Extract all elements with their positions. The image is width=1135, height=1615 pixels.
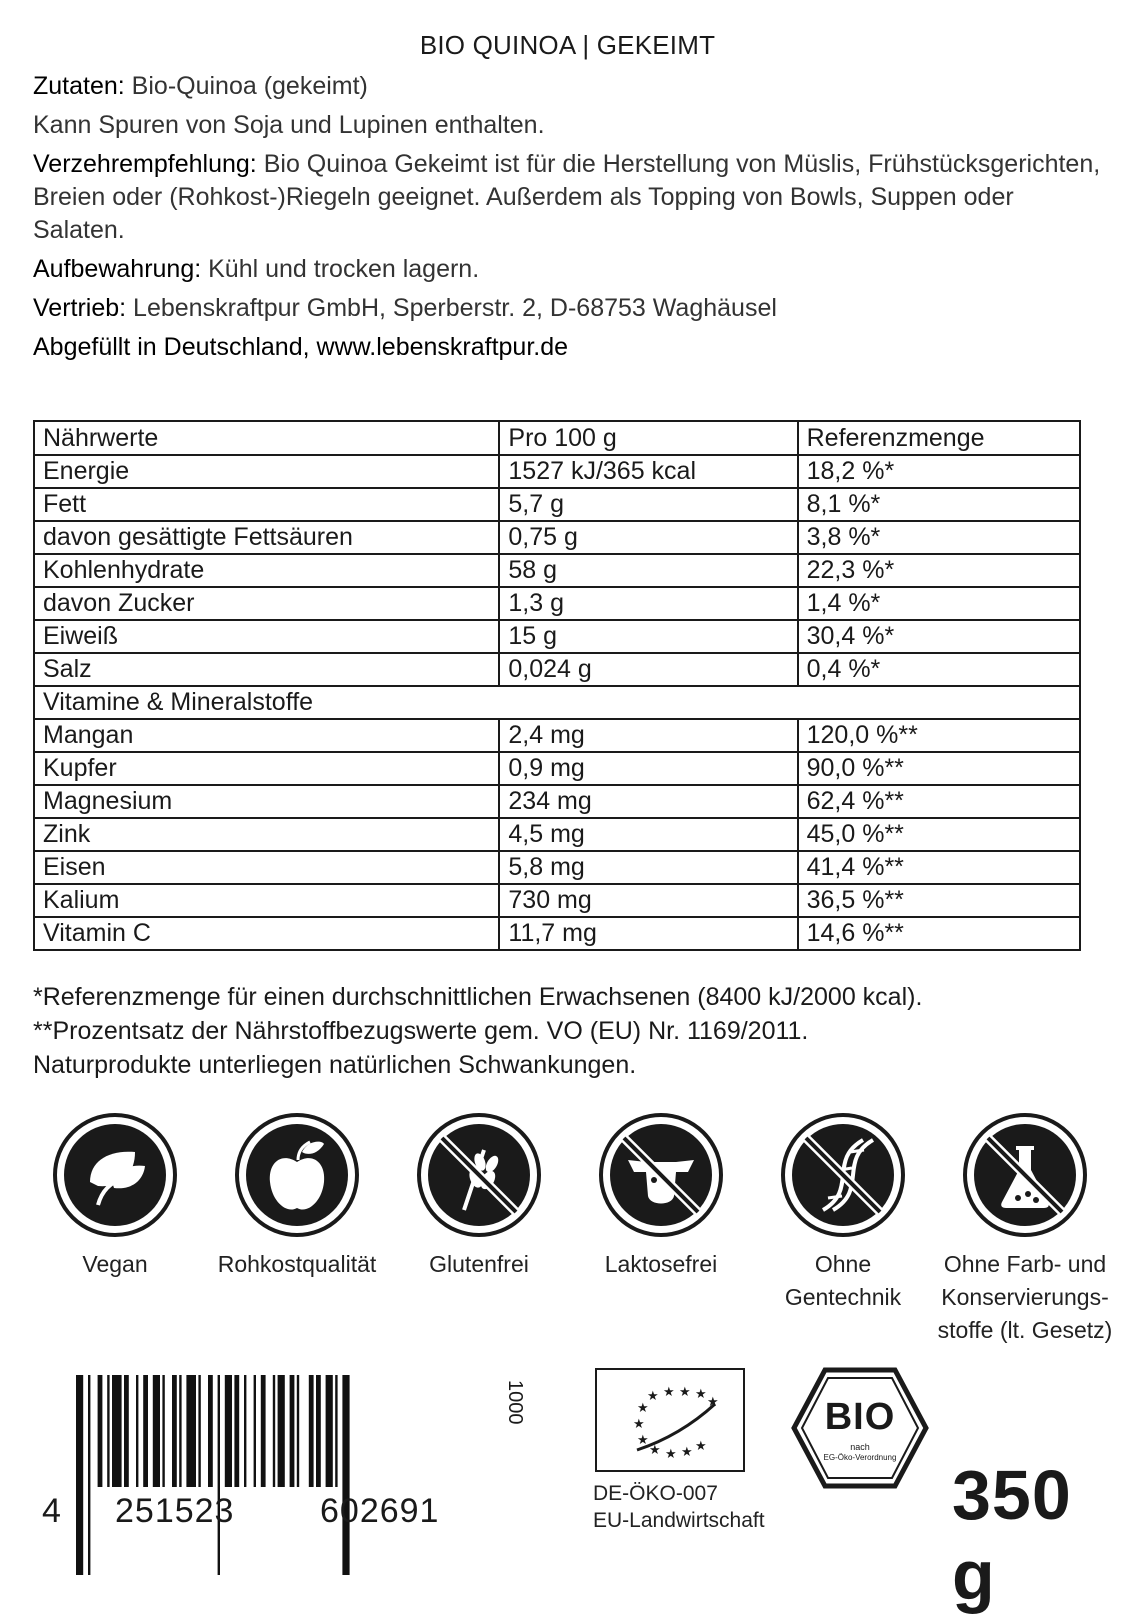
table-row <box>34 620 1080 653</box>
attribute-label <box>25 1248 205 1281</box>
reference-value: 3,8 %* <box>798 521 1080 554</box>
barcode-bar <box>143 1375 148 1487</box>
barcode-right-digits: 602691 <box>320 1492 440 1530</box>
no-chemical-icon <box>960 1110 1090 1240</box>
nutrient-name: Kohlenhydrate <box>34 554 499 587</box>
per-100g-value: 0,9 mg <box>499 752 797 785</box>
storage-label: Aufbewahrung: <box>33 255 202 283</box>
header-per-100g: Pro 100 g <box>499 421 797 455</box>
bio-seal-small2: EG-Öko-Verordnung <box>823 1453 897 1462</box>
nutrient-name: Kupfer <box>34 752 499 785</box>
distributor-label: Vertrieb: <box>33 294 127 322</box>
bottled-text: Abgefüllt in Deutschland, www.lebenskraftpur.de <box>33 333 569 361</box>
nutrient-name: Zink <box>34 818 499 851</box>
reference-value: 1,4 %* <box>798 587 1080 620</box>
attribute-icons <box>20 1110 1120 1360</box>
reference-value: 45,0 %** <box>798 818 1080 851</box>
no-cow-icon <box>596 1110 726 1240</box>
svg-text:★: ★ <box>633 1417 645 1432</box>
barcode-bar <box>198 1375 200 1487</box>
allergen-text: Kann Spuren von Soja und Lupinen enthalten. <box>33 111 545 139</box>
per-100g-value: 0,024 g <box>499 653 797 686</box>
nutrient-name: Salz <box>34 653 499 686</box>
barcode-bar <box>162 1375 164 1487</box>
bio-seal-small1: nach <box>850 1442 870 1452</box>
nutrient-name: Vitamin C <box>34 917 499 950</box>
section-title: Vitamine & Mineralstoffe <box>34 686 1080 719</box>
barcode-bar <box>244 1375 246 1487</box>
svg-text:★: ★ <box>681 1445 693 1460</box>
bio-seal <box>790 1366 930 1490</box>
barcode-bar <box>254 1375 256 1487</box>
reference-value: 8,1 %* <box>798 488 1080 521</box>
attribute-raw <box>207 1110 387 1281</box>
svg-text:★: ★ <box>665 1447 677 1462</box>
per-100g-value: 58 g <box>499 554 797 587</box>
storage-line <box>33 253 1108 286</box>
svg-text:★: ★ <box>663 1385 675 1400</box>
attribute-label-line: Rohkostqualität <box>217 1251 377 1277</box>
barcode-bar <box>172 1375 177 1487</box>
barcode-bar <box>124 1375 129 1487</box>
svg-text:★: ★ <box>695 1439 707 1454</box>
usage-text: Bio Quinoa Gekeimt ist für die Herstellung von Müslis, Frühstücksgerichten, Breien oder (Rohkost-)Riegeln geeignet. Außerdem als Topping von Bowls, Suppen oder Salaten. <box>33 150 1101 244</box>
attribute-label-line: Glutenfrei <box>429 1251 529 1277</box>
barcode-first-digit: 4 <box>42 1492 62 1530</box>
reference-value: 22,3 %* <box>798 554 1080 587</box>
side-code <box>498 1380 538 1430</box>
leaf-icon <box>50 1110 180 1240</box>
per-100g-value: 1,3 g <box>499 587 797 620</box>
attribute-gmo-free <box>753 1110 933 1314</box>
table-row <box>34 719 1080 752</box>
attribute-label <box>571 1248 751 1281</box>
per-100g-value: 2,4 mg <box>499 719 797 752</box>
barcode-bar <box>278 1375 285 1487</box>
barcode-bar <box>218 1375 220 1575</box>
barcode <box>40 1375 480 1575</box>
header-reference: Referenzmenge <box>798 421 1080 455</box>
reference-value: 18,2 %* <box>798 455 1080 488</box>
barcode-bar <box>234 1375 239 1487</box>
nutrient-name: Eiweiß <box>34 620 499 653</box>
per-100g-value: 5,8 mg <box>499 851 797 884</box>
distributor-text: Lebenskraftpur GmbH, Sperberstr. 2, D-68753 Waghäusel <box>126 294 777 322</box>
reference-value: 62,4 %** <box>798 785 1080 818</box>
svg-text:★: ★ <box>637 1433 649 1448</box>
barcode-bar <box>297 1375 299 1487</box>
attribute-label-line: Vegan <box>82 1251 148 1277</box>
reference-value: 30,4 %* <box>798 620 1080 653</box>
barcode-bar <box>326 1375 333 1487</box>
svg-text:★: ★ <box>637 1401 649 1416</box>
svg-text:★: ★ <box>679 1385 691 1400</box>
barcode-bar <box>107 1375 109 1487</box>
table-row <box>34 884 1080 917</box>
per-100g-value: 11,7 mg <box>499 917 797 950</box>
per-100g-value: 234 mg <box>499 785 797 818</box>
origin-text: EU-Landwirtschaft <box>593 1509 765 1532</box>
distributor-line <box>33 292 1108 325</box>
no-grain-icon <box>414 1110 544 1240</box>
per-100g-value: 15 g <box>499 620 797 653</box>
attribute-label-line: Ohne Farb- und <box>943 1251 1107 1277</box>
attribute-label <box>389 1248 569 1281</box>
reference-value: 0,4 %* <box>798 653 1080 686</box>
nutrient-name: Kalium <box>34 884 499 917</box>
barcode-bar <box>309 1375 314 1487</box>
header-nutrient: Nährwerte <box>34 421 499 455</box>
side-code-text: 1000 <box>504 1380 526 1425</box>
nutrient-name: davon Zucker <box>34 587 499 620</box>
table-row <box>34 785 1080 818</box>
reference-value: 120,0 %** <box>798 719 1080 752</box>
ingredients-label: Zutaten: <box>33 72 125 100</box>
attribute-label-line: stoffe (lt. Gesetz) <box>937 1317 1113 1343</box>
barcode-bar <box>153 1375 160 1487</box>
reference-value: 90,0 %** <box>798 752 1080 785</box>
nutrient-name: davon gesättigte Fettsäuren <box>34 521 499 554</box>
nutrient-name: Magnesium <box>34 785 499 818</box>
bottled-line <box>33 331 1108 364</box>
table-row <box>34 917 1080 950</box>
table-row <box>34 752 1080 785</box>
barcode-bar <box>335 1375 337 1487</box>
nutrient-name: Energie <box>34 455 499 488</box>
barcode-bar <box>316 1375 321 1487</box>
nutrient-name: Eisen <box>34 851 499 884</box>
eu-leaf-stars-icon <box>597 1370 743 1470</box>
attribute-label <box>207 1248 387 1281</box>
footnote-reference: *Referenzmenge für einen durchschnittlichen Erwachsenen (8400 kJ/2000 kcal). <box>33 983 923 1011</box>
barcode-bar <box>76 1375 83 1575</box>
barcode-left-digits: 251523 <box>115 1492 235 1530</box>
footnotes <box>33 980 1108 1082</box>
per-100g-value: 5,7 g <box>499 488 797 521</box>
footnote-nrv: **Prozentsatz der Nährstoffbezugswerte gem. VO (EU) Nr. 1169/2011. <box>33 1017 809 1045</box>
table-header-row <box>34 421 1080 455</box>
table-section-row <box>34 686 1080 719</box>
attribute-label-line: Laktosefrei <box>604 1251 718 1277</box>
barcode-bar <box>179 1375 181 1487</box>
product-info <box>33 70 1108 370</box>
footnote-natural: Naturprodukte unterliegen natürlichen Schwankungen. <box>33 1051 637 1079</box>
nutrition-table <box>33 420 1081 951</box>
barcode-bar <box>261 1375 266 1487</box>
eu-control-code <box>593 1480 765 1534</box>
usage-label: Verzehrempfehlung: <box>33 150 257 178</box>
attribute-label <box>935 1248 1115 1347</box>
storage-text: Kühl und trocken lagern. <box>201 255 480 283</box>
apple-icon <box>232 1110 362 1240</box>
table-row <box>34 587 1080 620</box>
product-title: BIO QUINOA | GEKEIMT <box>419 30 716 60</box>
barcode-bar <box>273 1375 275 1487</box>
table-row <box>34 653 1080 686</box>
svg-text:★: ★ <box>695 1387 707 1402</box>
per-100g-value: 730 mg <box>499 884 797 917</box>
nutrient-name: Mangan <box>34 719 499 752</box>
eu-organic-logo <box>595 1368 745 1472</box>
barcode-bar <box>88 1375 90 1575</box>
barcode-bar <box>208 1375 213 1487</box>
attribute-label-line: Gentechnik <box>784 1284 902 1310</box>
svg-text:★: ★ <box>707 1395 719 1410</box>
svg-text:★: ★ <box>647 1389 659 1404</box>
net-weight: 350 g <box>952 1456 1072 1614</box>
barcode-bar <box>136 1375 138 1487</box>
barcode-bar <box>98 1375 103 1487</box>
table-row <box>34 521 1080 554</box>
table-row <box>34 488 1080 521</box>
attribute-label <box>753 1248 933 1314</box>
nutrient-name: Fett <box>34 488 499 521</box>
reference-value: 14,6 %** <box>798 917 1080 950</box>
attribute-no-additives <box>935 1110 1115 1347</box>
attribute-label-line: Konservierungs- <box>941 1284 1109 1310</box>
attribute-vegan <box>25 1110 205 1281</box>
ingredients-line <box>33 70 1108 103</box>
barcode-bar <box>186 1375 196 1487</box>
bio-seal-text: BIO <box>824 1396 896 1438</box>
ingredients-text: Bio-Quinoa (gekeimt) <box>124 72 368 100</box>
svg-text:★: ★ <box>649 1443 661 1458</box>
allergen-line <box>33 109 1108 142</box>
reference-value: 36,5 %** <box>798 884 1080 917</box>
barcode-bar <box>290 1375 295 1487</box>
attribute-glutenfree <box>389 1110 569 1281</box>
barcode-bar <box>225 1375 232 1487</box>
table-row <box>34 554 1080 587</box>
table-row <box>34 818 1080 851</box>
reference-value: 41,4 %** <box>798 851 1080 884</box>
control-code: DE-ÖKO-007 <box>593 1482 718 1505</box>
per-100g-value: 4,5 mg <box>499 818 797 851</box>
barcode-bar <box>342 1375 349 1575</box>
per-100g-value: 1527 kJ/365 kcal <box>499 455 797 488</box>
table-row <box>34 851 1080 884</box>
no-dna-icon <box>778 1110 908 1240</box>
attribute-lactosefree <box>571 1110 751 1281</box>
usage-line <box>33 148 1108 247</box>
attribute-label-line: Ohne <box>814 1251 872 1277</box>
table-row <box>34 455 1080 488</box>
per-100g-value: 0,75 g <box>499 521 797 554</box>
barcode-bar <box>112 1375 122 1487</box>
